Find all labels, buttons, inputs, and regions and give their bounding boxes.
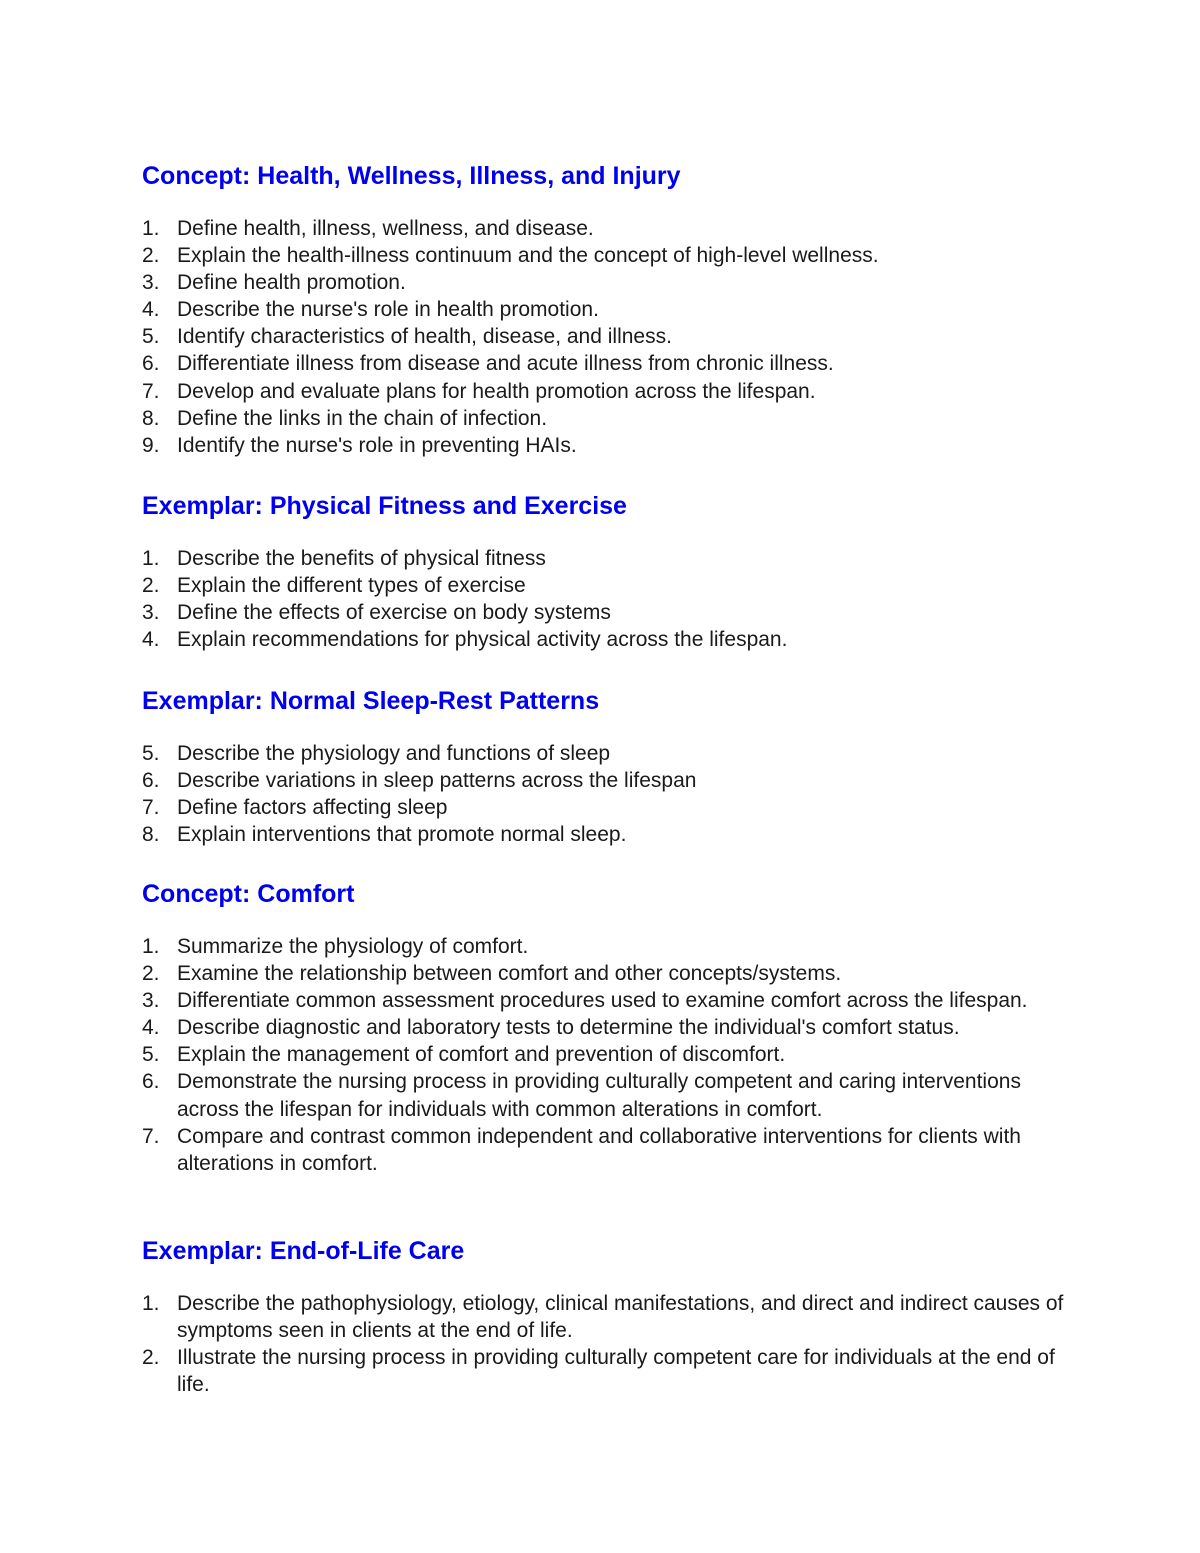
item-text: Identify characteristics of health, disease, and illness. — [177, 325, 672, 349]
item-number: 6. — [142, 352, 160, 376]
list-item — [142, 215, 1082, 242]
item-text: Explain interventions that promote normal sleep. — [177, 823, 627, 847]
item-text: Differentiate illness from disease and acute illness from chronic illness. — [177, 352, 834, 376]
item-number: 4. — [142, 1016, 160, 1040]
list-item — [142, 1344, 1082, 1398]
list-item — [142, 987, 1082, 1014]
item-number: 5. — [142, 325, 160, 349]
item-text: Describe the nurse's role in health promotion. — [177, 298, 599, 322]
section-heading: Exemplar: End-of-Life Care — [142, 1237, 465, 1265]
item-text: Define factors affecting sleep — [177, 796, 448, 820]
item-number: 7. — [142, 1124, 160, 1148]
list-item — [142, 269, 1082, 296]
list-item — [142, 1041, 1082, 1068]
section-health-wellness — [142, 161, 1082, 459]
item-text: Explain the management of comfort and prevention of discomfort. — [177, 1043, 786, 1067]
section-heading: Exemplar: Normal Sleep-Rest Patterns — [142, 687, 600, 715]
item-text: Differentiate common assessment procedures used to examine comfort across the lifespan. — [177, 989, 1028, 1013]
list-item — [142, 1123, 1082, 1177]
item-text: Describe variations in sleep patterns across the lifespan — [177, 769, 697, 793]
item-text: Identify the nurse's role in preventing HAIs. — [177, 433, 577, 457]
item-number: 7. — [142, 796, 160, 820]
list-item — [142, 740, 1082, 767]
item-text: Demonstrate the nursing process in providing culturally competent and caring interventions across the lifespan for individuals with common alterations in comfort. — [177, 1070, 1021, 1121]
item-number: 1. — [142, 217, 160, 240]
list-item — [142, 1290, 1082, 1344]
list-item — [142, 432, 1082, 459]
list-item — [142, 572, 1082, 599]
item-number: 2. — [142, 962, 160, 986]
list-item — [142, 599, 1082, 626]
item-number: 6. — [142, 769, 160, 793]
list-item — [142, 1068, 1082, 1122]
item-number: 7. — [142, 379, 160, 403]
list-item — [142, 767, 1082, 794]
list-item — [142, 545, 1082, 572]
item-number: 3. — [142, 271, 160, 295]
item-number: 8. — [142, 823, 160, 847]
list-item — [142, 626, 1082, 653]
item-number: 5. — [142, 1043, 160, 1067]
item-number: 2. — [142, 244, 160, 268]
item-number: 1. — [142, 1292, 160, 1315]
item-number: 6. — [142, 1070, 160, 1094]
objectives-list — [142, 740, 1082, 848]
section-heading: Concept: Comfort — [142, 880, 355, 908]
list-item — [142, 405, 1082, 432]
item-number: 1. — [142, 547, 160, 570]
item-number: 1. — [142, 935, 160, 958]
item-text: Explain the health-illness continuum and the concept of high-level wellness. — [177, 244, 879, 268]
item-text: Explain recommendations for physical activity across the lifespan. — [177, 628, 788, 652]
section-physical-fitness — [142, 491, 1082, 653]
item-text: Describe the pathophysiology, etiology, clinical manifestations, and direct and indirect causes of symptoms seen in clients at the end of life. — [177, 1292, 1064, 1343]
item-text: Summarize the physiology of comfort. — [177, 935, 529, 958]
item-text: Illustrate the nursing process in providing culturally competent care for individuals at the end of life. — [177, 1346, 1055, 1397]
item-number: 4. — [142, 628, 160, 652]
section-heading: Exemplar: Physical Fitness and Exercise — [142, 492, 627, 520]
item-text: Describe the physiology and functions of sleep — [177, 742, 611, 765]
item-number: 2. — [142, 574, 160, 598]
list-item — [142, 933, 1082, 960]
objectives-list — [142, 933, 1082, 1177]
item-number: 2. — [142, 1346, 160, 1370]
list-item — [142, 242, 1082, 269]
item-text: Compare and contrast common independent and collaborative interventions for clients with alterations in comfort. — [177, 1124, 1021, 1175]
section-heading: Concept: Health, Wellness, Illness, and Injury — [142, 162, 681, 190]
list-item — [142, 794, 1082, 821]
item-number: 9. — [142, 433, 160, 457]
list-item — [142, 323, 1082, 350]
list-item — [142, 1014, 1082, 1041]
section-sleep-rest — [142, 686, 1082, 848]
item-text: Examine the relationship between comfort and other concepts/systems. — [177, 962, 842, 986]
objectives-list — [142, 215, 1082, 459]
item-number: 5. — [142, 742, 160, 765]
item-number: 3. — [142, 601, 160, 625]
item-text: Define the effects of exercise on body systems — [177, 601, 611, 625]
item-text: Develop and evaluate plans for health promotion across the lifespan. — [177, 379, 816, 403]
section-comfort — [142, 879, 1082, 1177]
item-text: Define health promotion. — [177, 271, 406, 295]
section-end-of-life — [142, 1236, 1082, 1398]
list-item — [142, 378, 1082, 405]
item-text: Describe diagnostic and laboratory tests to determine the individual's comfort status. — [177, 1016, 960, 1040]
item-number: 4. — [142, 298, 160, 322]
item-text: Describe the benefits of physical fitness — [177, 547, 546, 570]
list-item — [142, 960, 1082, 987]
item-text: Define the links in the chain of infection. — [177, 406, 548, 430]
objectives-list — [142, 545, 1082, 653]
list-item — [142, 296, 1082, 323]
item-text: Explain the different types of exercise — [177, 574, 526, 598]
item-text: Define health, illness, wellness, and disease. — [177, 217, 594, 240]
list-item — [142, 821, 1082, 848]
list-item — [142, 350, 1082, 377]
objectives-list — [142, 1290, 1082, 1398]
item-number: 8. — [142, 406, 160, 430]
item-number: 3. — [142, 989, 160, 1013]
